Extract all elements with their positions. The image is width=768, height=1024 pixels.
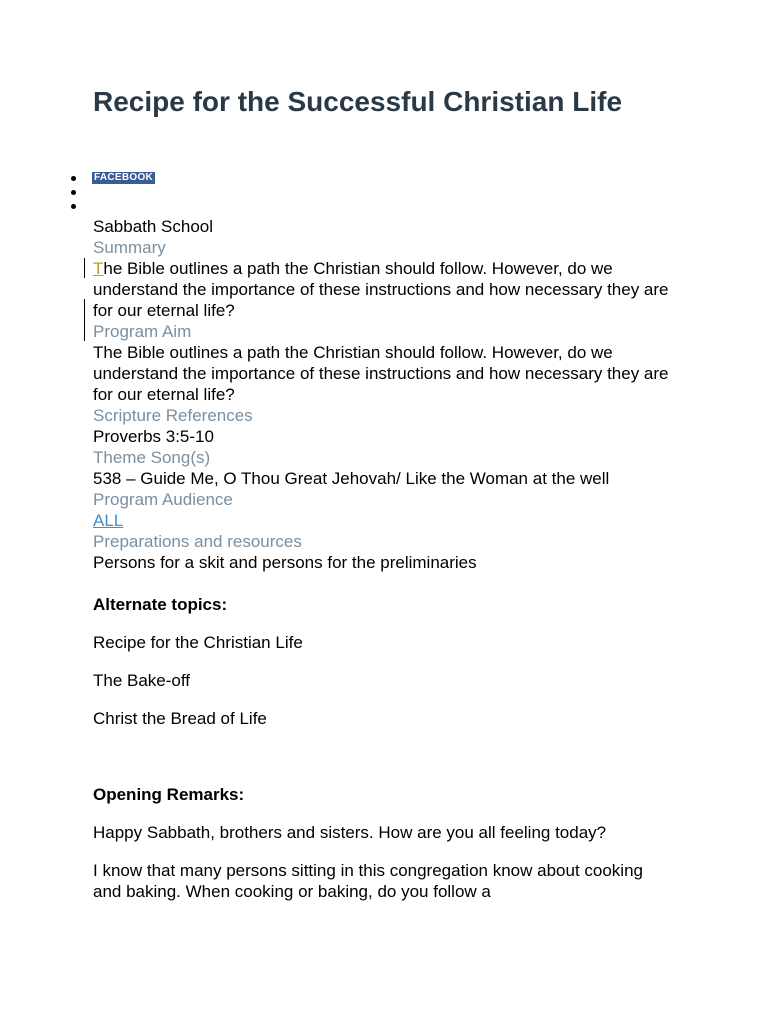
document-page	[93, 84, 673, 119]
theme-song-text: 538 – Guide Me, O Thou Great Jehovah/ Like the Woman at the well	[93, 469, 610, 488]
scripture-label: Scripture References	[93, 406, 253, 425]
program-details	[93, 216, 673, 573]
resources-text: Persons for a skit and persons for the preliminaries	[93, 553, 477, 572]
audience-link[interactable]: ALL	[93, 511, 124, 530]
alternate-topic-item: Recipe for the Christian Life	[93, 633, 303, 652]
margin-line	[84, 299, 85, 341]
scripture-text: Proverbs 3:5-10	[93, 427, 214, 446]
summary-rest: he Bible outlines a path the Christian should follow. However, do we understand the importance of these instructions and how necessary they are for our eternal life?	[93, 259, 669, 320]
program-category: Sabbath School	[93, 217, 214, 236]
summary-text	[93, 258, 673, 321]
opening-remarks-heading: Opening Remarks:	[93, 785, 245, 804]
program-aim-text: The Bible outlines a path the Christian should follow. However, do we understand the importance of these instructions and how necessary they are for our eternal life?	[93, 343, 669, 404]
opening-paragraph: Happy Sabbath, brothers and sisters. How are you all feeling today?	[93, 823, 607, 842]
opening-paragraph: I know that many persons sitting in this congregation know about cooking and baking. When cooking or baking, do you follow a	[93, 861, 643, 901]
bullet-icon	[71, 190, 76, 195]
page-title: Recipe for the Successful Christian Life	[93, 86, 623, 117]
bullet-icon	[71, 176, 76, 181]
alternate-topic-item: Christ the Bread of Life	[93, 709, 267, 728]
audience-label: Program Audience	[93, 490, 233, 509]
facebook-share-link[interactable]: FACEBOOK	[94, 172, 154, 183]
theme-song-label: Theme Song(s)	[93, 448, 211, 467]
text-cursor	[84, 258, 85, 278]
summary-first-letter: T	[93, 259, 104, 278]
summary-section	[93, 258, 673, 342]
lower-content	[93, 594, 673, 902]
resources-label: Preparations and resources	[93, 532, 302, 551]
summary-label: Summary	[93, 238, 166, 257]
alternate-topic-item: The Bake-off	[93, 671, 191, 690]
bullet-icon	[71, 204, 76, 209]
program-aim-label: Program Aim	[93, 322, 192, 341]
alternate-topics-heading: Alternate topics:	[93, 595, 228, 614]
